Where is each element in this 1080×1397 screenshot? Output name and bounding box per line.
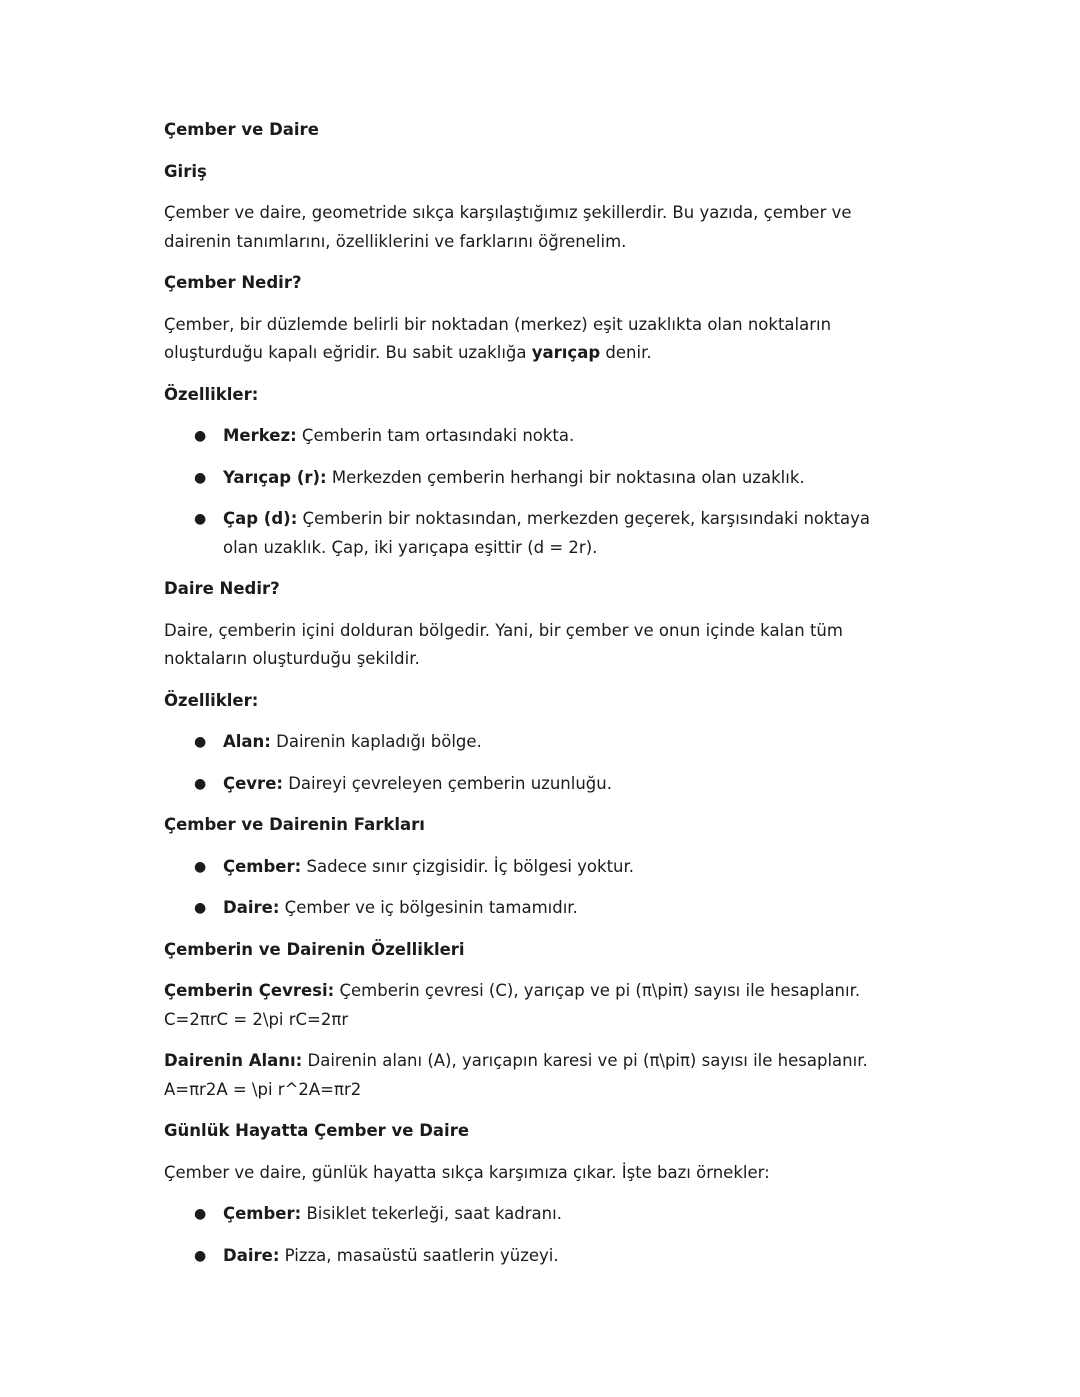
list-item-term: Alan:	[223, 732, 271, 751]
document-body	[164, 116, 892, 1283]
document-title: Çember ve Daire	[164, 120, 319, 139]
bullet-icon: ●	[194, 775, 207, 792]
list-item-text: Çember ve iç bölgesinin tamamıdır.	[279, 898, 578, 917]
disk-properties-list	[164, 728, 892, 798]
disk-properties-heading: Özellikler:	[164, 690, 259, 710]
list-item	[164, 770, 892, 799]
list-item-text: Sadece sınır çizgisidir. İç bölgesi yoktur.	[301, 856, 635, 876]
list-item-text: Pizza, masaüstü saatlerin yüzeyi.	[279, 1245, 559, 1265]
perimeter-term: Çemberin Çevresi:	[164, 981, 335, 1000]
bullet-icon: ●	[194, 428, 207, 444]
perimeter-text: Çemberin çevresi (C), yarıçap ve pi (π\piπ) sayısı ile hesaplanır. C=2πrC = 2\pi rC=2πr	[164, 981, 861, 1029]
list-item	[164, 464, 892, 493]
circle-heading: Çember Nedir?	[164, 273, 302, 292]
list-item-text: Daireyi çevreleyen çemberin uzunluğu.	[282, 773, 612, 793]
circle-paragraph	[164, 311, 892, 368]
list-item-term: Daire:	[223, 1245, 280, 1265]
properties-heading: Çemberin ve Dairenin Özellikleri	[164, 939, 465, 959]
list-item-term: Yarıçap (r):	[223, 467, 327, 487]
differences-heading: Çember ve Dairenin Farkları	[164, 815, 425, 834]
circle-properties-list	[164, 422, 892, 562]
intro-heading: Giriş	[164, 161, 207, 181]
daily-life-list	[164, 1200, 892, 1270]
daily-life-heading: Günlük Hayatta Çember ve Daire	[164, 1121, 470, 1140]
list-item-term: Daire:	[223, 898, 280, 917]
list-item-term: Çember:	[223, 1204, 302, 1223]
list-item	[164, 505, 892, 562]
list-item	[164, 1242, 892, 1271]
bullet-icon: ●	[194, 900, 207, 916]
list-item	[164, 422, 892, 451]
list-item-term: Merkez:	[223, 426, 297, 445]
list-item	[164, 853, 892, 882]
area-text: Dairenin alanı (A), yarıçapın karesi ve pi (π\piπ) sayısı ile hesaplanır. A=πr2A = \pi r^2A=πr2	[164, 1051, 868, 1099]
list-item	[164, 894, 892, 923]
bullet-icon: ●	[194, 511, 207, 527]
bullet-icon: ●	[194, 734, 207, 750]
circle-properties-heading: Özellikler:	[164, 384, 259, 404]
list-item-text: Bisiklet tekerleği, saat kadranı.	[301, 1204, 562, 1223]
perimeter-paragraph	[164, 977, 892, 1034]
list-item-text: Dairenin kapladığı bölge.	[270, 732, 482, 751]
area-term: Dairenin Alanı:	[164, 1051, 303, 1070]
bullet-icon: ●	[194, 469, 207, 486]
bullet-icon: ●	[194, 1247, 207, 1264]
list-item-text: Çemberin bir noktasından, merkezden geçerek, karşısındaki noktaya olan uzaklık. Çap, iki yarıçapa eşittir (d = 2r).	[223, 509, 871, 557]
bullet-icon: ●	[194, 858, 207, 875]
intro-paragraph: Çember ve daire, geometride sıkça karşılaştığımız şekillerdir. Bu yazıda, çember ve dairenin tanımlarını, özelliklerini ve farklarını öğrenelim.	[164, 203, 852, 251]
list-item-term: Çap (d):	[223, 509, 298, 528]
area-paragraph	[164, 1047, 892, 1104]
list-item-text: Çemberin tam ortasındaki nokta.	[296, 426, 575, 445]
list-item-term: Çevre:	[223, 773, 283, 793]
list-item	[164, 1200, 892, 1229]
disk-heading: Daire Nedir?	[164, 579, 280, 598]
radius-term: yarıçap	[531, 343, 601, 362]
daily-life-paragraph: Çember ve daire, günlük hayatta sıkça karşımıza çıkar. İşte bazı örnekler:	[164, 1162, 770, 1182]
list-item-term: Çember:	[223, 856, 302, 876]
differences-list	[164, 853, 892, 923]
circle-text-start: Çember, bir düzlemde belirli bir noktadan (merkez) eşit uzaklıkta olan noktaların oluşturduğu kapalı eğridir. Bu sabit uzaklığa	[164, 314, 832, 362]
disk-paragraph: Daire, çemberin içini dolduran bölgedir. Yani, bir çember ve onun içinde kalan tüm noktaların oluşturduğu şekildir.	[164, 620, 843, 668]
bullet-icon: ●	[194, 1206, 207, 1222]
list-item	[164, 728, 892, 757]
list-item-text: Merkezden çemberin herhangi bir noktasına olan uzaklık.	[326, 467, 805, 487]
circle-text-end: denir.	[600, 343, 652, 362]
